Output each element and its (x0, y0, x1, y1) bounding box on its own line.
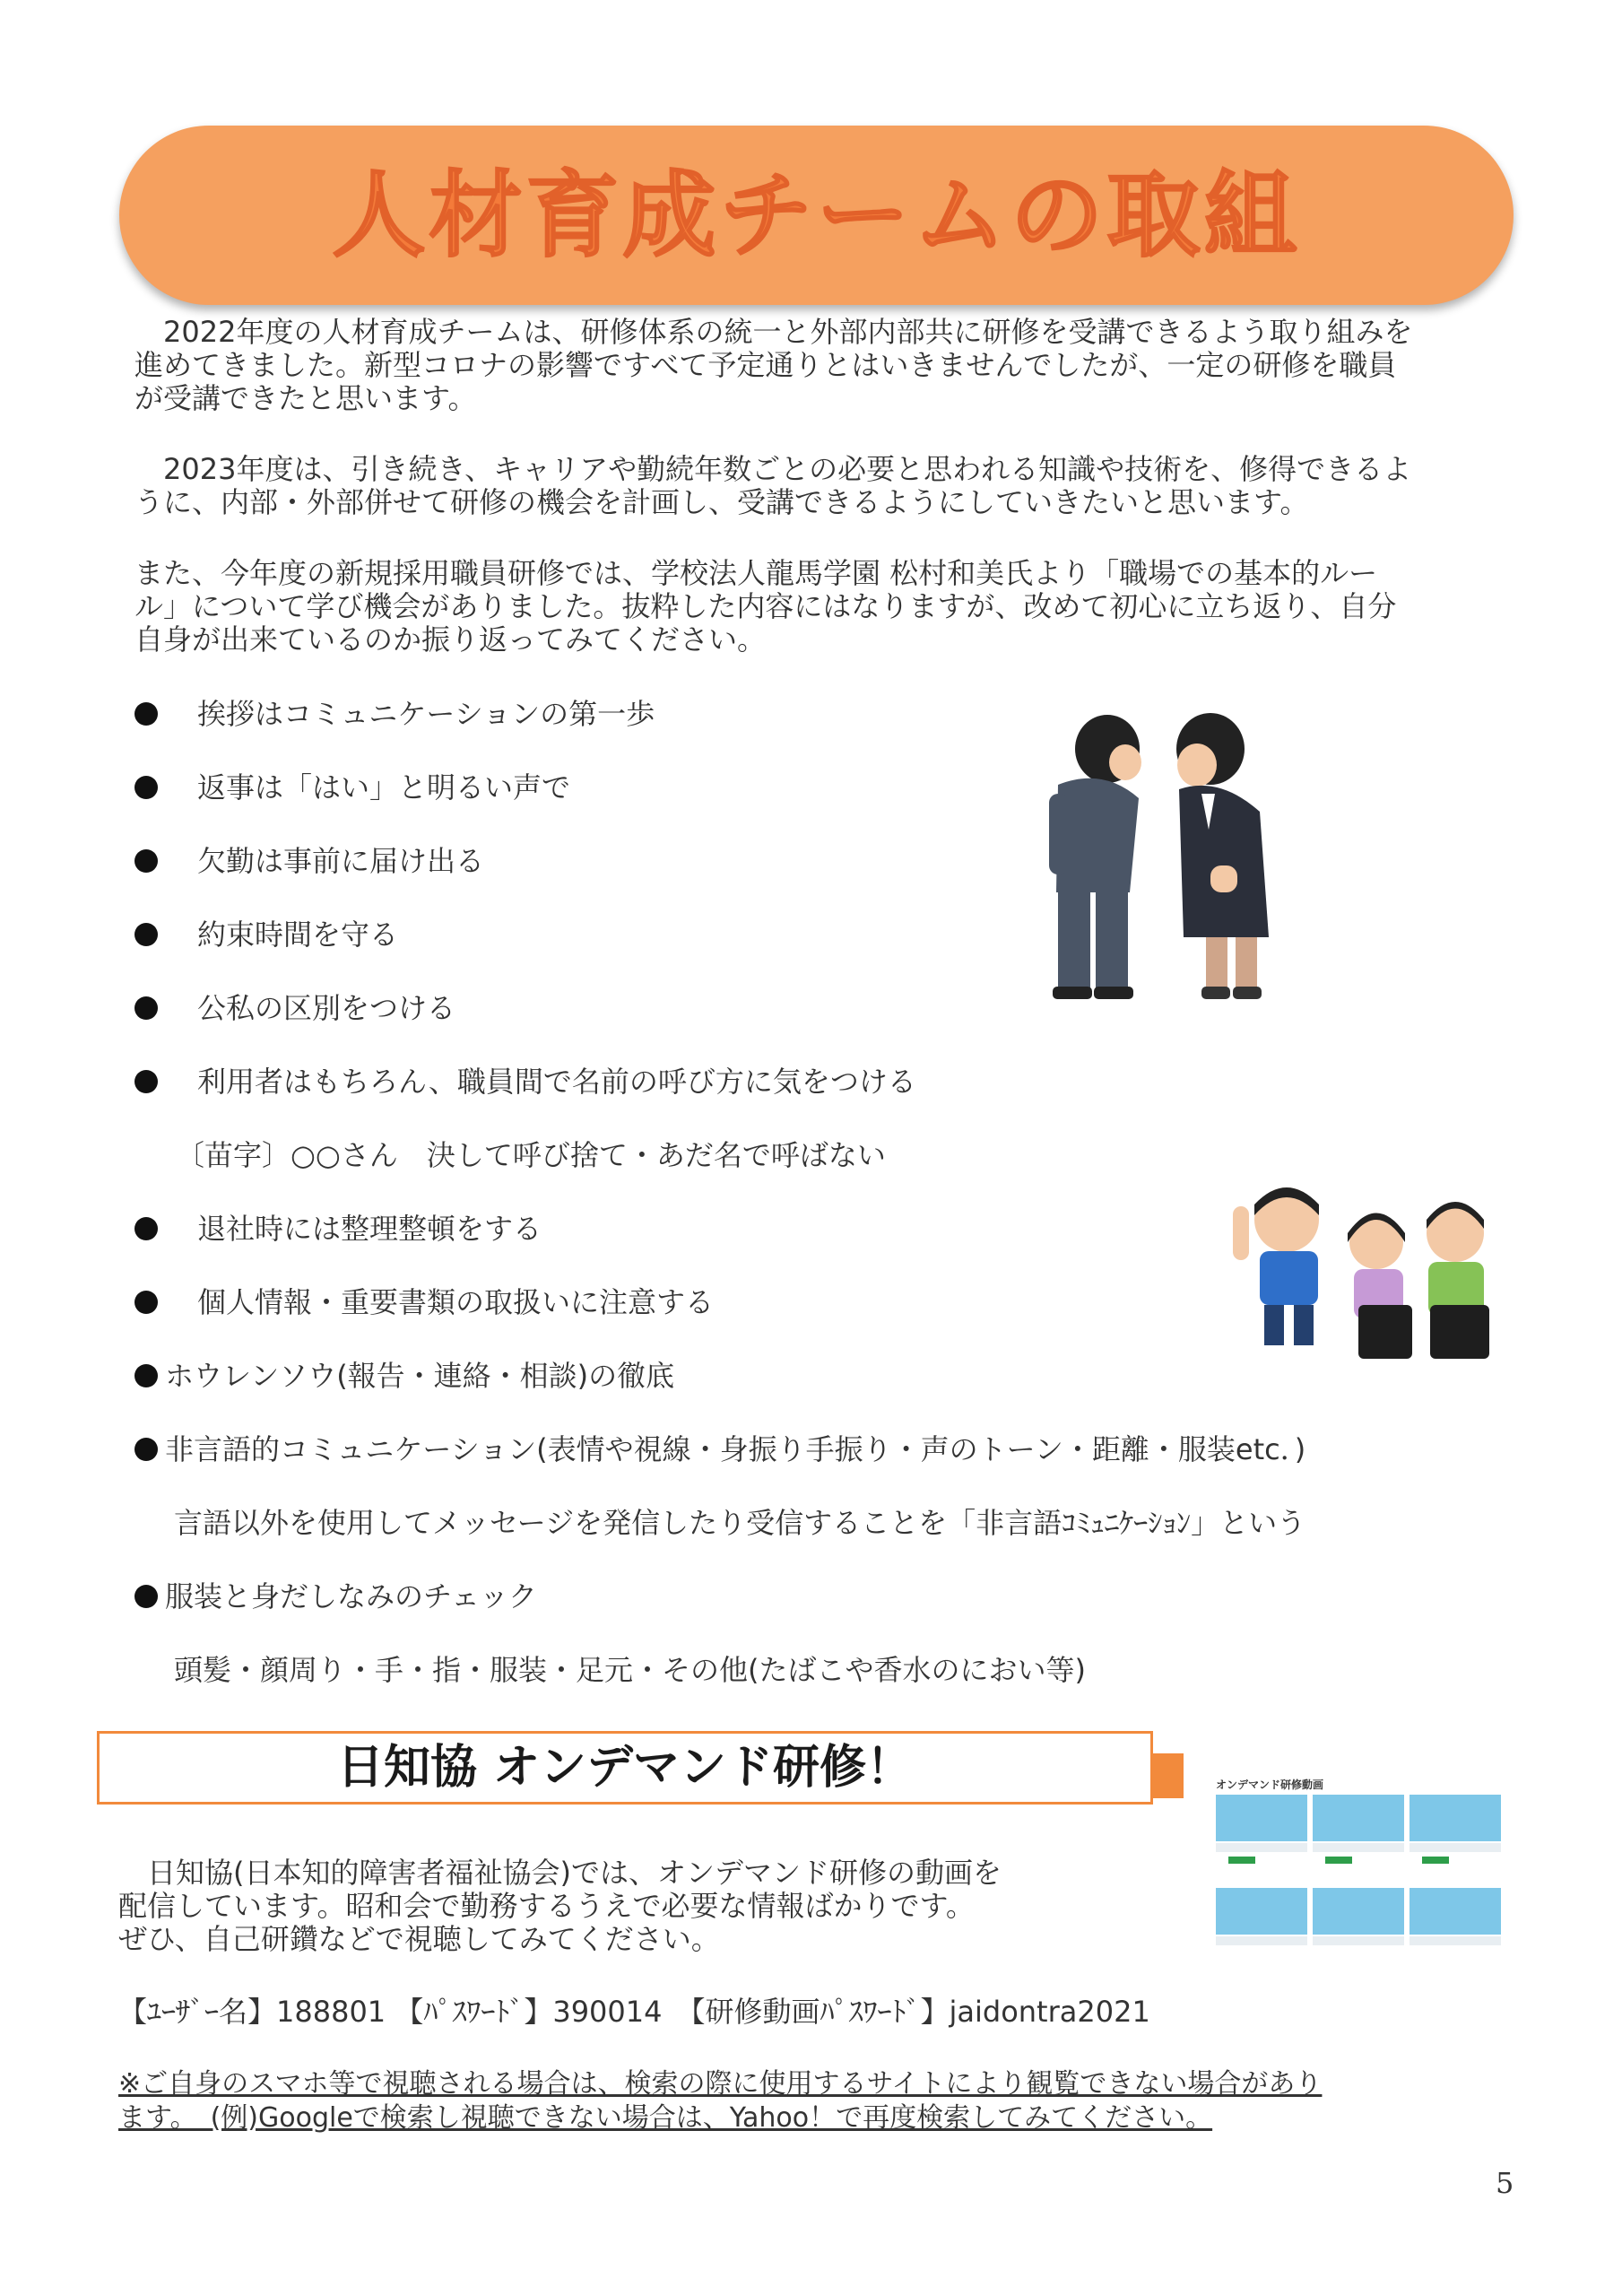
checklist-item-note: 言語以外を使用してメッセージを発信したり受信することを「非言語ｺﾐｭﾆｹｰｼｮﾝ」という (174, 1506, 1306, 1540)
checklist-item (134, 1578, 537, 1614)
checklist-item (134, 1431, 1305, 1467)
bullet-dot (134, 849, 158, 873)
checklist-item-text: 挨拶はコミュニケーションの第一歩 (197, 697, 655, 731)
viewing-notice: ※ご自身のスマホ等で視聴される場合は、検索の際に使用するサイトにより観覧できない場合があり ます。 (例)Googleで検索し視聴できない場合は、Yahoo！で再度検索してみてください。 (118, 2068, 1323, 2134)
seated-man (1427, 1202, 1489, 1359)
bullet-dot (134, 996, 158, 1020)
intro-paragraph-2: 2023年度は、引き続き、キャリアや勤続年数ごとの必要と思われる知識や技術を、修得できるよ うに、内部・外部併せて研修の機会を計画し、受講できるようにしていきたいと思います。 (134, 452, 1412, 519)
video-tile (1216, 1888, 1307, 1935)
checklist-item (134, 1211, 542, 1247)
checklist-item (134, 1064, 916, 1100)
intro-paragraph-1: 2022年度の人材育成チームは、研修体系の統一と外部内部共に研修を受講できるよう取り組みを 進めてきました。新型コロナの影響ですべて予定通りとはいきませんでしたが、一定の研修を職員 が受講できたと思います。 (134, 315, 1413, 415)
checklist-item-text: 欠勤は事前に届け出る (197, 844, 485, 878)
bowing-woman (1176, 713, 1269, 999)
checklist-item-text: ホウレンソウ(報告・連絡・相談)の徹底 (165, 1359, 675, 1393)
video-tile (1216, 1795, 1307, 1841)
checklist-item-text: 個人情報・重要書類の取扱いに注意する (197, 1285, 715, 1319)
page-number: 5 (1496, 2166, 1514, 2200)
checklist-item-text: 約束時間を守る (197, 918, 399, 952)
video-tile (1409, 1795, 1501, 1841)
bullet-dot (134, 1364, 158, 1387)
checklist-item-text: 非言語的コミュニケーション(表情や視線・身振り手振り・声のトーン・距離・服装etc．) (165, 1432, 1306, 1466)
section-heading: 日知協 オンデマンド研修！ (336, 1741, 914, 1795)
video-tile (1313, 1795, 1404, 1841)
bullet-dot (134, 1070, 158, 1093)
seated-woman (1348, 1213, 1412, 1360)
checklist-item (134, 990, 455, 1026)
login-credentials: 【ﾕｰｻﾞｰ名】188801 【ﾊﾟｽﾜｰﾄﾞ】390014 【研修動画ﾊﾟｽﾜｰﾄﾞ】jaidontra2021 (118, 1995, 1150, 2029)
intro-paragraph-3: また、今年度の新規採用職員研修では、学校法人龍馬学園 松村和美氏より「職場での基本的ルー ル」について学び機会がありました。抜粋した内容にはなりますが、改めて初心に立ち返り、自分 自身が出来ているのか振り返ってみてください。 (134, 556, 1397, 657)
video-tile (1313, 1888, 1404, 1935)
bullet-dot (134, 1585, 158, 1608)
bullet-dot (134, 1438, 158, 1461)
ondemand-description: 日知協(日本知的障害者福祉協会)では、オンデマンド研修の動画を 配信しています。昭和会で勤務するうえで必要な情報ばかりです。 ぜひ、自己研鑽などで視聴してみてください。 (118, 1856, 1002, 1956)
bowing-man (1049, 715, 1141, 999)
bullet-dot (134, 776, 158, 799)
checklist-item (134, 1358, 674, 1394)
group-discussion-illustration (1224, 1179, 1511, 1359)
checklist-item (134, 843, 484, 879)
checklist-item-note: 頭髪・顔周り・手・指・服装・足元・その他(たばこや香水のにおい等) (174, 1653, 1086, 1687)
page-title: 人材育成チームの取組 (332, 161, 1301, 270)
checklist-item-text: 返事は「はい」と明るい声で (197, 770, 571, 804)
checklist-item-text: 利用者はもちろん、職員間で名前の呼び方に気をつける (197, 1065, 916, 1099)
checklist-item-text: 服装と身だしなみのチェック (165, 1579, 538, 1613)
video-tile (1409, 1888, 1501, 1935)
training-video-thumbnail (1210, 1771, 1506, 1969)
checklist-item (134, 696, 655, 732)
checklist-item-text: 退社時には整理整頓をする (197, 1212, 542, 1246)
thumbnail-title: オンデマンド研修動画 (1216, 1779, 1324, 1791)
checklist-item (134, 917, 398, 952)
checklist-item-note: 〔苗字〕○○さん 決して呼び捨て・あだ名で呼ばない (176, 1138, 886, 1172)
checklist-item (134, 1284, 714, 1320)
bullet-dot (134, 1217, 158, 1240)
bullet-dot (134, 1291, 158, 1314)
bullet-dot (134, 923, 158, 946)
checklist-item-text: 公私の区別をつける (197, 991, 456, 1025)
upset-person (1233, 1187, 1319, 1345)
bowing-people-illustration (1022, 713, 1300, 1004)
bullet-dot (134, 702, 158, 726)
checklist-item (134, 770, 570, 805)
